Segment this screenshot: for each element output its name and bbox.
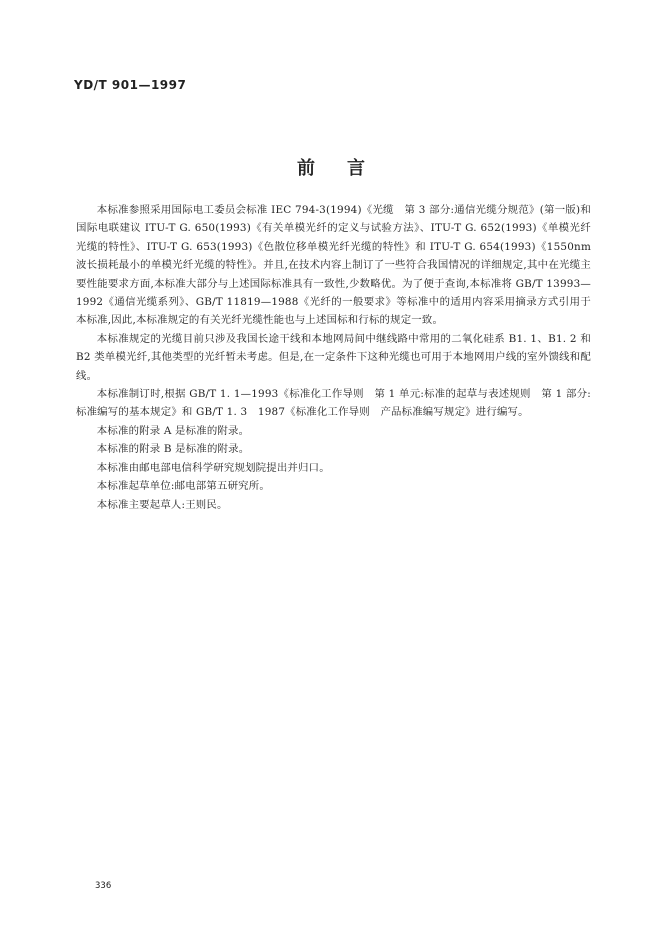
page-title: 前言 — [297, 158, 397, 179]
preface-body — [76, 201, 591, 514]
page-number: 336 — [95, 881, 112, 891]
paragraph-scope: 本标准规定的光缆目前只涉及我国长途干线和本地网局间中继线路中常用的二氧化硅系 B1. 1、B1. 2 和 B2 类单模光纤,其他类型的光纤暂未考虑。但是,在一定条件下这种光缆也可用于本地网用户线的室外馈线和配线。 — [76, 332, 591, 382]
standard-number: YD/T 901—1997 — [74, 78, 187, 92]
paragraph-drafters: 本标准主要起草人:王则民。 — [96, 498, 228, 511]
paragraph-appendix-b: 本标准的附录 B 是标准的附录。 — [96, 443, 250, 456]
paragraph-appendix-a: 本标准的附录 A 是标准的附录。 — [96, 424, 250, 437]
paragraph-proposer: 本标准由邮电部电信科学研究规划院提出并归口。 — [96, 461, 330, 474]
paragraph-references: 本标准参照采用国际电工委员会标准 IEC 794-3(1994)《光缆 第 3 部分:通信光缆分规范》(第一版)和国际电联建议 ITU-T G. 650(1993)《有关单模光纤的定义与试验方法》、ITU-T G. 652(1993)《单模光纤光缆的特性》、ITU-T G. 653(1993)《色散位移单模光纤光缆的特性》和 ITU-T G. 654(1993)《1550nm 波长损耗最小的单模光纤光缆的特性》。并且,在技术内容上制订了一些符合我国情况的详细规定,其中在光缆主要性能要求方面,本标准大部分与上述国际标准具有一致性,少数略优。为了便于查询,本标准将 GB/T 13993—1992《通信光缆系列》、GB/T 11819—1988《光纤的一般要求》等标准中的适用内容采用摘录方式引用于本标准,因此,本标准规定的有关光纤光缆性能也与上述国标和行标的规定一致。 — [76, 204, 591, 327]
paragraph-drafting-unit: 本标准起草单位:邮电部第五研究所。 — [96, 480, 270, 493]
paragraph-drafting-basis: 本标准制订时,根据 GB/T 1. 1—1993《标准化工作导则 第 1 单元:标准的起草与表述规则 第 1 部分:标准编写的基本规定》和 GB/T 1. 3 1987《标准化工作导则 产品标准编写规定》进行编写。 — [76, 388, 591, 419]
